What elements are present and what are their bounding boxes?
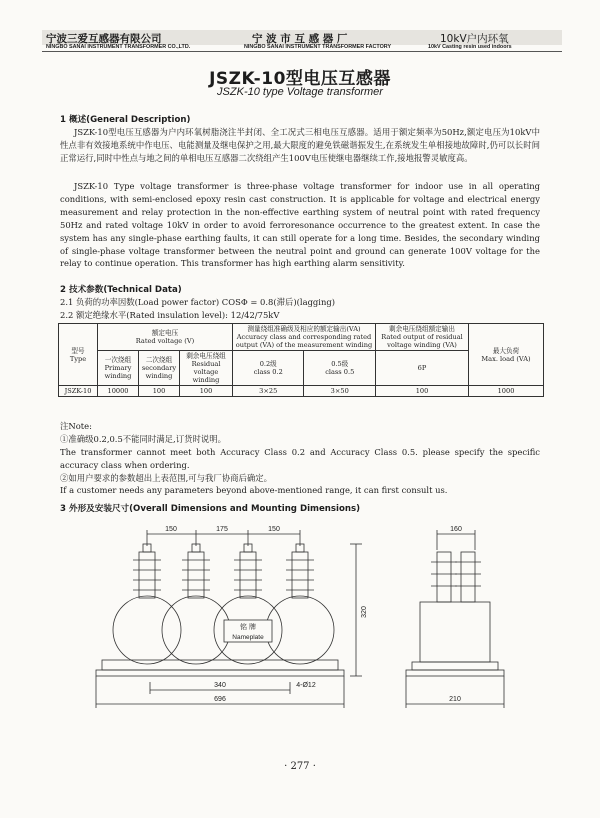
front-base xyxy=(102,660,338,670)
side-insulator-1 xyxy=(431,552,457,602)
header-product-en: 10kV Casting resin used indoors xyxy=(428,44,512,50)
dim-label-holes: 4-Ø12 xyxy=(296,682,316,689)
header-company-cn: 宁波三爱互感器有限公司 xyxy=(46,33,162,45)
side-base xyxy=(412,662,498,670)
coil-2 xyxy=(162,596,230,664)
header-factory-cn: 宁 波 市 互 感 器 厂 xyxy=(252,33,348,45)
section2-heading: 2 技术参数(Technical Data) xyxy=(60,285,182,295)
page-number: · 277 · xyxy=(284,761,316,772)
note1-en: The transformer cannot meet both Accuracy Class 0.2 and Accuracy Class 0.5. please specify the specific accuracy class when ordering. xyxy=(60,447,540,470)
spec-table xyxy=(58,323,544,397)
section2-item2: 2.2 额定绝缘水平(Rated insulation level): 12/42/75kV xyxy=(60,310,280,320)
th-residual-output: 剩余电压绕组额定输出 Rated output of residual voltage winding (VA) xyxy=(376,324,469,351)
page-title: JSZK-10型电压互感器 xyxy=(209,69,391,89)
th-measurement: 测量绕组准确级及相应的额定输出(VA) Accuracy class and corresponding rated output (VA) of the measurement winding xyxy=(233,324,376,351)
table-row xyxy=(59,386,544,397)
cell-secondary: 100 xyxy=(139,386,180,397)
cell-max-load: 1000 xyxy=(469,386,544,397)
header-product-cn: 10kV户内环氧 xyxy=(440,33,509,45)
insulator-1 xyxy=(133,544,161,598)
header-company-en: NINGBO SANAI INSTRUMENT TRANSFORMER CO.,LTD. xyxy=(46,44,191,50)
cell-primary: 10000 xyxy=(98,386,139,397)
th-class-02: 0.2级 class 0.2 xyxy=(233,351,304,386)
section1-heading: 1 概述(General Description) xyxy=(60,115,191,125)
note2-en: If a customer needs any parameters beyond above-mentioned range, it can first consult us. xyxy=(60,485,448,495)
dimension-drawing xyxy=(0,522,600,722)
cell-class05: 3×50 xyxy=(304,386,376,397)
page-subtitle: JSZK-10 type Voltage transformer xyxy=(217,86,383,98)
cell-residual: 100 xyxy=(180,386,233,397)
section1-para-cn: JSZK-10型电压互感器为户内环氧树脂浇注半封闭、全工况式三相电压互感器。适用于额定频率为50Hz,额定电压为10kV中性点非有效接地系统中作电压、电能测量及继电保护之用,最大限度的避免铁磁谐振发生,在系统发生单相接地故障时,仍可以长时间正常运行,同时中性点与地之间的单相电压互感器二次绕组产生100V电压使继电器继续工作,接地报警灵敏度高。 xyxy=(60,127,540,163)
insulator-4 xyxy=(286,544,314,598)
th-max-load: 最大负荷 Max. load (VA) xyxy=(469,324,544,386)
dim-label-210: 210 xyxy=(449,696,461,703)
section2-item1: 2.1 负荷的功率因数(Load power factor) COSΦ = 0.8(滞后)(lagging) xyxy=(60,297,335,307)
dim-label-150b: 150 xyxy=(268,526,280,533)
dim-label-340: 340 xyxy=(214,682,226,689)
header-factory-en: NINGBO SANAI INSTRUMENT TRANSFORMER FACTORY xyxy=(244,44,392,50)
section1-para-en: JSZK-10 Type voltage transformer is three-phase voltage transformer for indoor use in all operating conditions, with semi-enclosed epoxy resin cast construction. It is applicable for voltage and electrical energy measurement and relay protection in the non-effective earthing system of neutral point with rated frequency 50Hz and rated voltage 10kV in order to avoid ferroresonance occurrence to the greatest extent. In case the system has any single-phase earthing faults, it can still operate for a long time. Besides, the secondary winding of single-phase voltage transformer between the neutral point and ground can generate 100V voltage for the relay to continue operation. This transformer has high earthing alarm sensitivity. xyxy=(60,181,540,269)
note-label: 注Note: xyxy=(60,421,92,431)
cell-class02: 3×25 xyxy=(233,386,304,397)
th-type: 型号 Type xyxy=(59,324,98,386)
th-primary: 一次绕组 Primary winding xyxy=(98,351,139,386)
cell-6p: 100 xyxy=(376,386,469,397)
note1-cn: ①准确级0.2,0.5不能同时满足,订货时说明。 xyxy=(60,434,226,444)
nameplate-label-en: Nameplate xyxy=(232,634,264,641)
coil-4 xyxy=(266,596,334,664)
th-residual-winding: 剩余电压绕组 Residual voltage winding xyxy=(180,351,233,386)
th-secondary: 二次绕组 secondary winding xyxy=(139,351,180,386)
coil-1 xyxy=(113,596,181,664)
th-class-05: 0.5级 class 0.5 xyxy=(304,351,376,386)
insulator-2 xyxy=(182,544,210,598)
dim-label-175: 175 xyxy=(216,526,228,533)
front-base-plate xyxy=(96,670,344,676)
dim-label-160: 160 xyxy=(450,526,462,533)
cell-type: JSZK-10 xyxy=(59,386,98,397)
section3-heading: 3 外形及安装尺寸(Overall Dimensions and Mounting Dimensions) xyxy=(60,504,361,514)
dim-label-320: 320 xyxy=(361,606,368,618)
dim-label-696: 696 xyxy=(214,696,226,703)
th-rated-voltage: 额定电压 Rated voltage (V) xyxy=(98,324,233,351)
note2-cn: ②如用户要求的参数超出上表范围,可与我厂协商后确定。 xyxy=(60,473,273,483)
th-6p: 6P xyxy=(376,351,469,386)
side-insulator-2 xyxy=(455,552,481,602)
side-body xyxy=(420,602,490,662)
insulator-3 xyxy=(234,544,262,598)
nameplate-label-cn: 铭 牌 xyxy=(240,624,256,631)
dim-label-150a: 150 xyxy=(165,526,177,533)
header-rule xyxy=(42,51,562,52)
